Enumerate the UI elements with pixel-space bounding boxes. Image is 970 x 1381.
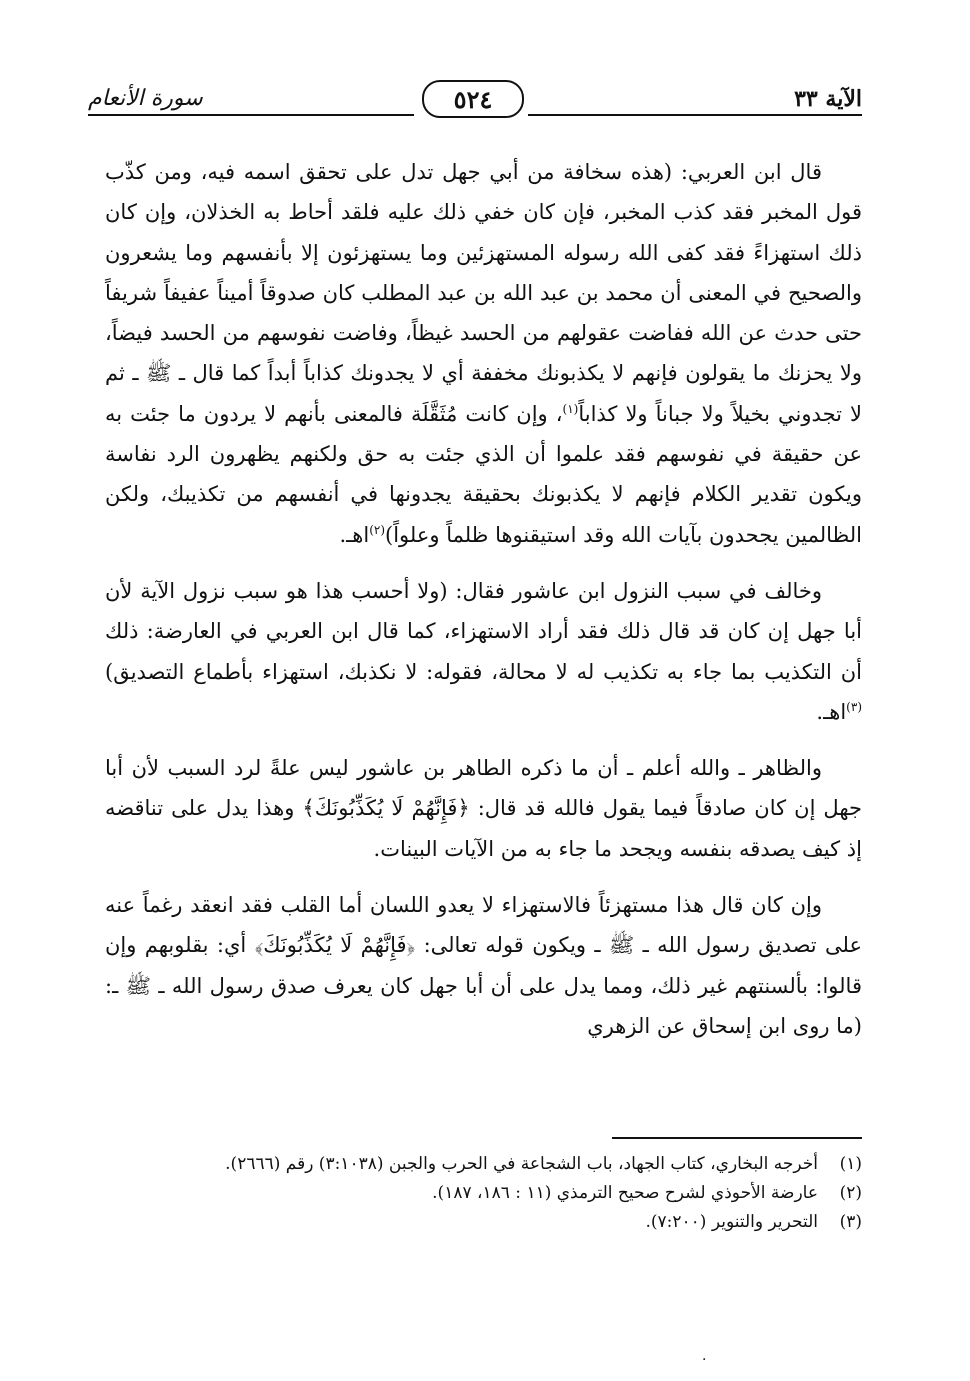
footnotes bbox=[105, 1150, 862, 1237]
footnote-text: أخرجه البخاري، كتاب الجهاد، باب الشجاعة في الحرب والجبن (٣:١٠٣٨) رقم (٢٦٦٦). bbox=[225, 1154, 818, 1174]
footnote-text: التحرير والتنوير (٧:٢٠٠). bbox=[645, 1212, 818, 1232]
paragraph-3 bbox=[105, 748, 862, 869]
paragraph-text: وإن كان قال هذا مستهزئاً فالاستهزاء لا يعدو اللسان أما القلب فقد انعقد رغماً عنه على تصديق رسول الله ـ ﷺ ـ ويكون قوله تعالى: ﴿فَإِنَّهُمْ لَا يُكَذِّبُونَكَ﴾ أي: بقلوبهم وإن قالوا: بألسنتهم غير ذلك، ومما يدل على أن أبا جهل كان يعرف صدق رسول الله ـ ﷺ ـ: (ما روى ابن إسحاق عن الزهري bbox=[105, 893, 862, 1038]
footnote-number: (٢) bbox=[839, 1183, 862, 1203]
paragraph-1 bbox=[105, 152, 862, 555]
paragraph-text: والظاهر ـ والله أعلم ـ أن ما ذكره الطاهر بن عاشور ليس علةً لرد السبب لأن أبا جهل إن كان صادقاً فيما يقول فالله قد قال: ﴿فَإِنَّهُمْ لَا يُكَذِّبُونَكَ﴾ وهذا يدل على تناقضه إذ كيف يصدقه بنفسه ويجحد ما جاء به من الآيات البينات. bbox=[105, 756, 862, 861]
footnote-divider bbox=[612, 1137, 862, 1139]
page-number: ٥٢٤ bbox=[422, 80, 524, 118]
main-text bbox=[105, 152, 862, 1062]
paragraph-2 bbox=[105, 571, 862, 732]
page-header bbox=[88, 78, 862, 128]
footnote-text: عارضة الأحوذي لشرح صحيح الترمذي (١١ : ١٨٦، ١٨٧). bbox=[432, 1183, 818, 1203]
page-mark: · bbox=[702, 1352, 707, 1368]
footnote-1 bbox=[105, 1150, 862, 1179]
paragraph-4 bbox=[105, 885, 862, 1046]
verse-label: الآية ٣٣ bbox=[794, 86, 862, 112]
paragraph-text: ، وإن كانت مُثَقَّلَة فالمعنى بأنهم لا يردون ما جئت به عن حقيقة في نفوسهم فقد علموا أن الذي جئت به حق ولكنهم يظهرون الرد نفاسة ويكون تقدير الكلام فإنهم لا يكذبونك بحقيقة يجدونها في أنفسهم من تكذيبك، ولكن الظالمين يجحدون بآيات الله وقد استيقنوها ظلماً وعلواً) bbox=[105, 401, 862, 547]
footnote-number: (٣) bbox=[839, 1212, 862, 1232]
header-rule-right bbox=[528, 114, 862, 116]
footnote-ref: (٣) bbox=[846, 699, 862, 714]
footnote-3 bbox=[105, 1208, 862, 1237]
paragraph-tail: اهـ. bbox=[339, 522, 370, 547]
footnote-2 bbox=[105, 1179, 862, 1208]
paragraph-text: وخالف في سبب النزول ابن عاشور فقال: (ولا أحسب هذا هو سبب نزول الآية لأن أبا جهل إن كان قد قال ذلك فقد أراد الاستهزاء، كما قال ابن العربي في العارضة: ذلك أن التكذيب بما جاء به تكذيب له لا محالة، فقوله: لا نكذبك، استهزاء بأطماع التصديق) bbox=[105, 578, 862, 684]
footnote-ref: (١) bbox=[562, 401, 579, 416]
header-rule-left bbox=[88, 114, 414, 116]
paragraph-text: قال ابن العربي: (هذه سخافة من أبي جهل تدل على تحقق اسمه فيه، ومن كذّب قول المخبر فقد كذب المخبر، فإن كان خفي ذلك عليه فلقد أحاط به الخذلان، وإن كان ذلك استهزاءً فقد كفى الله رسوله المستهزئين وما يستهزئون إلا بأنفسهم وما يشعرون والصحيح في المعنى أن محمد بن عبد الله بن عبد المطلب كان صدوقاً أميناً عفيفاً شريفاً حتى حدث عن الله ففاضت عقولهم من الحسد غيظاً، وفاضت نفوسهم من الحسد فيضاً، ولا يحزنك ما يقولون فإنهم لا يكذبونك مخففة أي لا يجدونك كذاباً أبداً كما قال ـ ﷺ ـ ثم لا تجدوني بخيلاً ولا جباناً ولا كذاباً bbox=[105, 160, 862, 426]
surah-title: سورة الأنعام bbox=[88, 86, 203, 111]
footnote-ref: (٢) bbox=[369, 522, 386, 537]
paragraph-tail: اهـ. bbox=[816, 699, 847, 724]
footnote-number: (١) bbox=[839, 1154, 862, 1174]
